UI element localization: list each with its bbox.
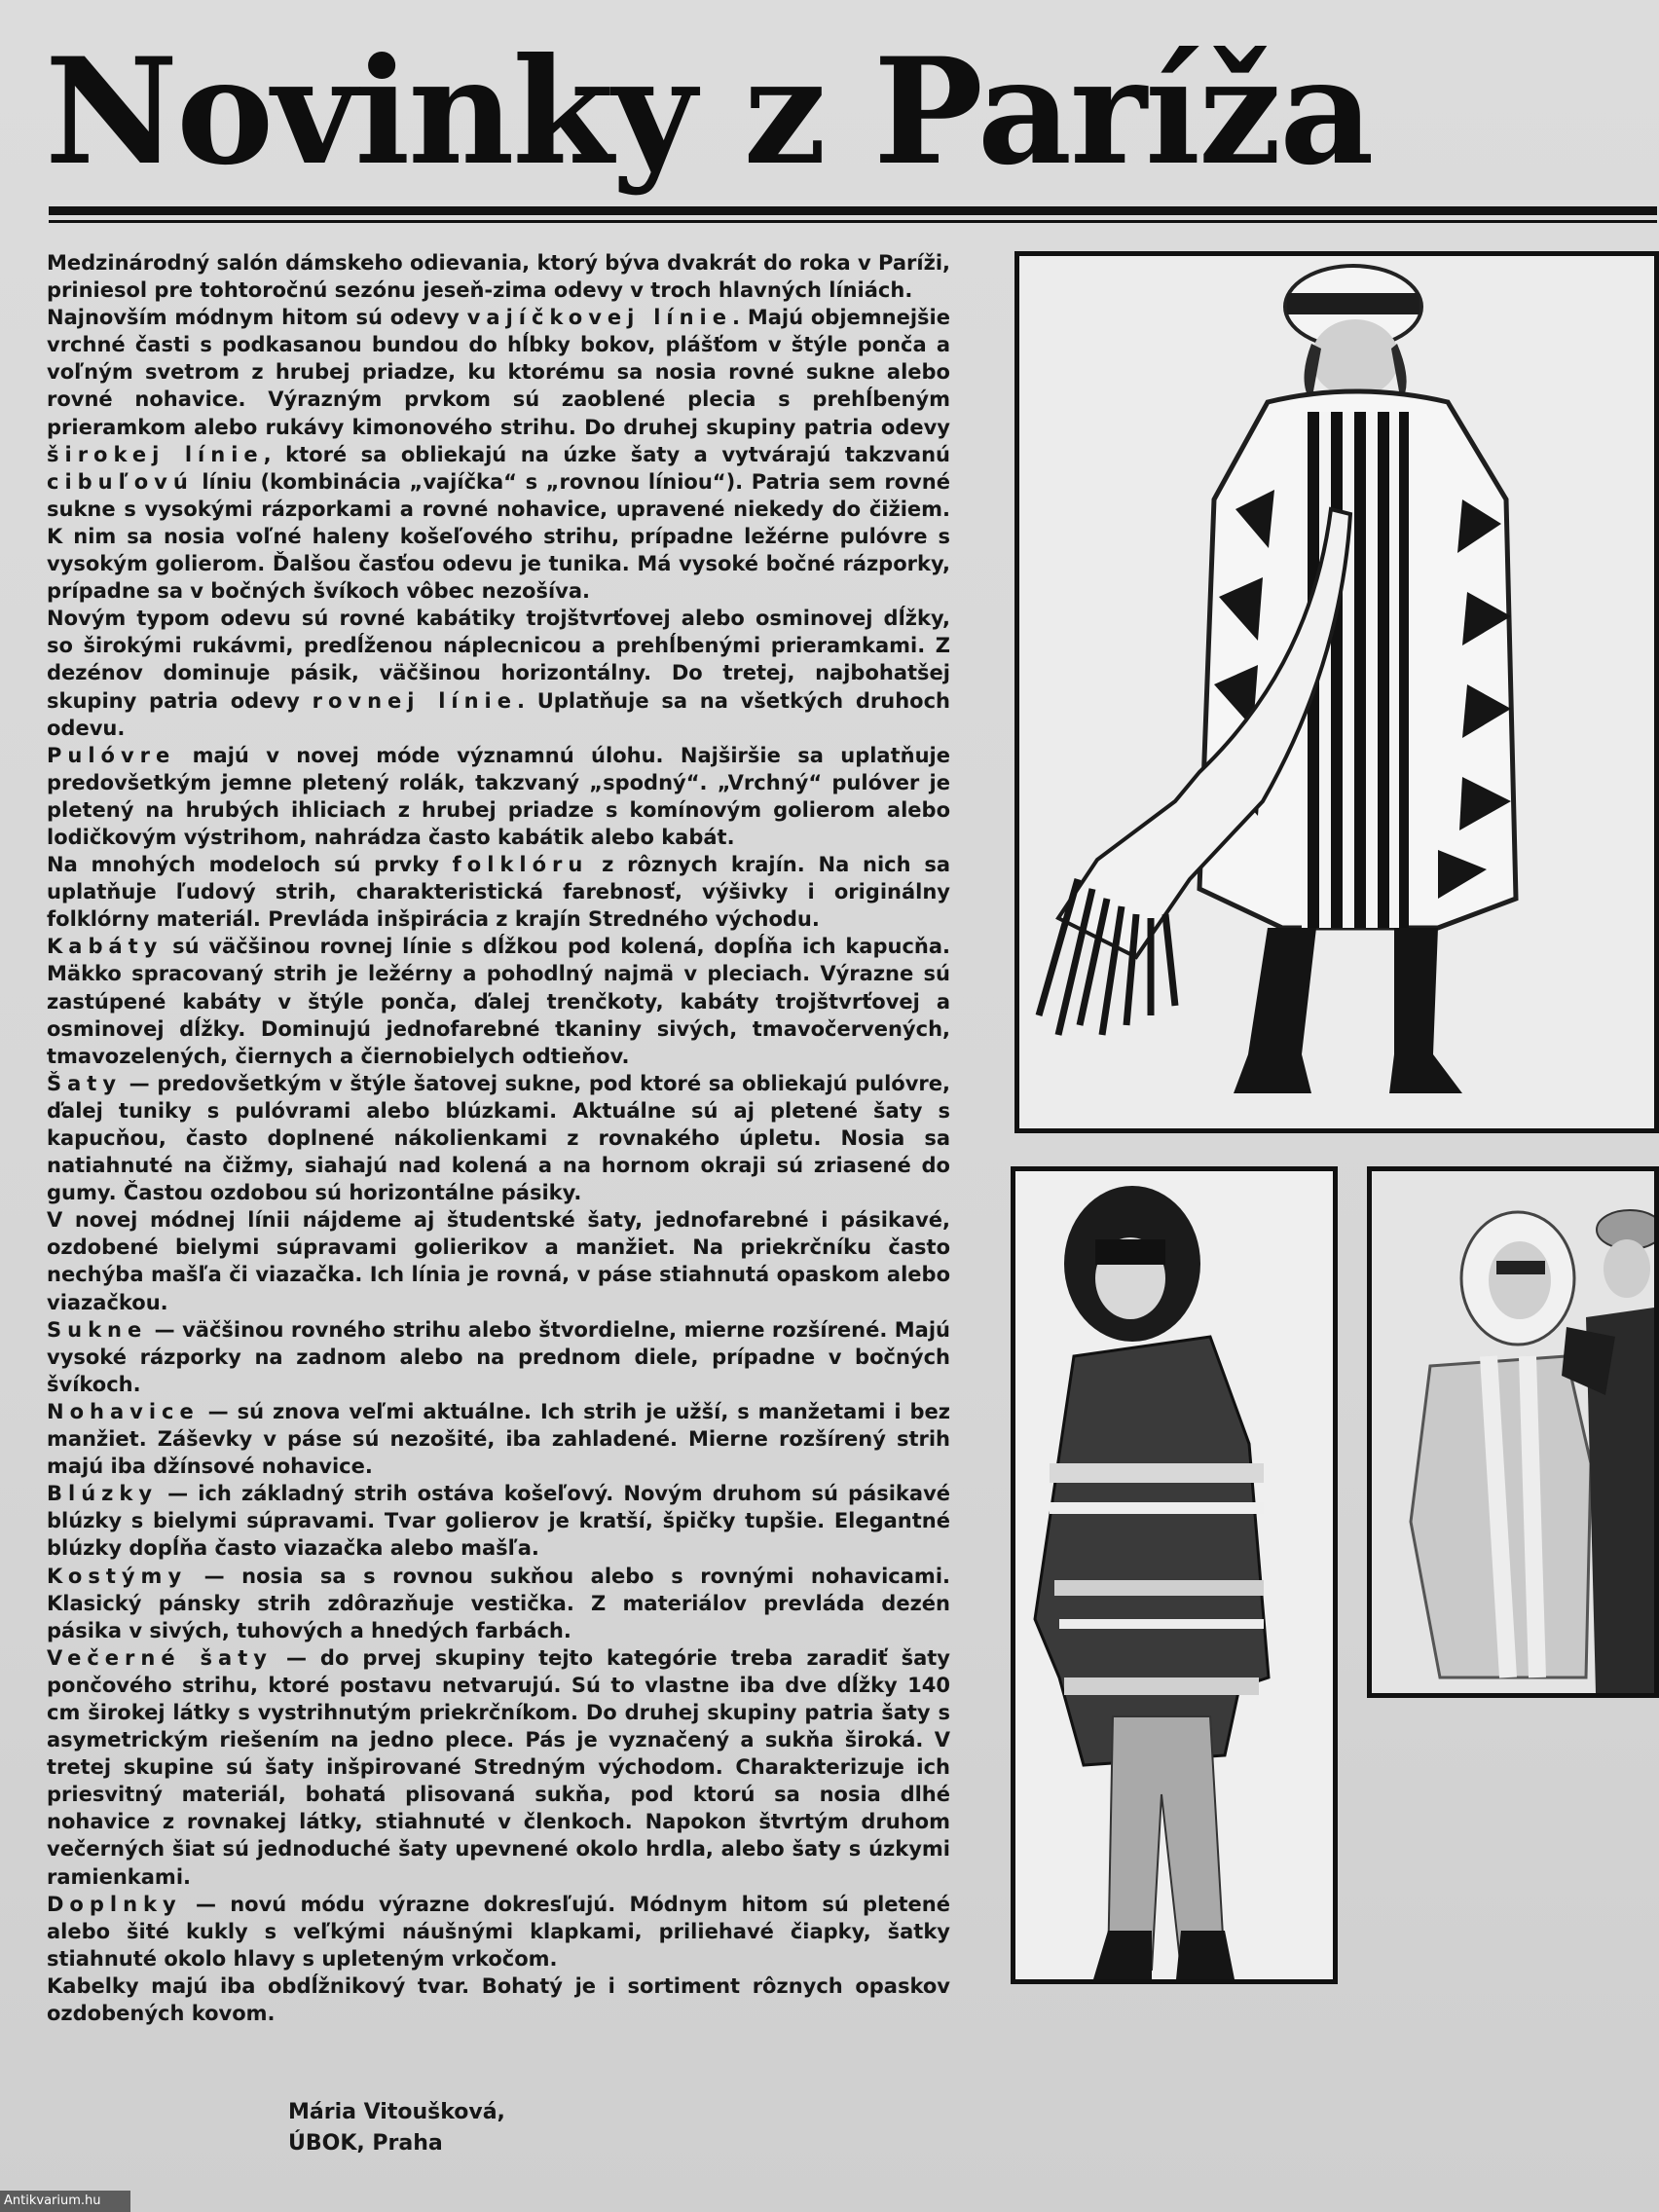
paragraph-text: líniu (kombinácia „vajíčka“ s „rovnou líniou“). Patria sem rovné sukne s vysokými rázporkami a rovné nohavice, upravené niekedy do čižiem. K nim sa nosia voľné haleny košeľového strihu, prípadne ležérne pulóvre s vysokým golierom. Ďalšou časťou odevu je tunika. Má vysoké bočné rázporky, prípadne sa v bočných švíkoch vôbec nezošíva.	[47, 469, 950, 604]
paragraph-text: , ktoré sa obliekajú na úzke šaty a vytvárajú takzvanú	[263, 442, 950, 466]
paragraph-text: z rôznych krajín. Na nich sa uplatňuje ľudový strih, charakteristická farebnosť, výšivky i originálny folklórny materiál. Prevláda inšpirácia z krajín Stredného východu.	[47, 853, 950, 932]
paragraph-text: — do prvej skupiny tejto kategórie treba zaradiť šaty pončového strihu, ktoré postavu netvarujú. Sú to vlastne iba dve dĺžky 140 cm širokej látky s vystrihnutým priekrčníkom. Do druhej skupiny patria šaty s asymetrickým riešením na jedno plece. Pás je vyznačený a sukňa široká. V tretej skupine sú šaty inšpirované Stredným východom. Charakterizuje ich priesvitný materiál, bohatá plisovaná sukňa, pod ktorú sa nosia dlhé nohavice z rovnakej látky, stiahnuté v členkoch. Napokon štvrtým druhom večerných šiat sú jednoduché šaty upevnené okolo hrdla, alebo šaty s úzkymi ramienkami.	[47, 1645, 951, 1889]
spaced-keyword: cibuľovú	[47, 469, 194, 494]
byline	[288, 2097, 505, 2159]
paragraph-text: — nosia sa s rovnou sukňou alebo s rovnými nohavicami. Klasický pánsky strih zdôrazňuje vestička. Z materiálov prevláda dezén pásika v sivých, tuhových a hnedých farbách.	[47, 1564, 950, 1642]
byline-author: Mária Vitoušková,	[288, 2100, 505, 2124]
article-paragraph	[47, 1644, 950, 1891]
spaced-keyword: Kabáty	[47, 935, 164, 959]
article-body	[47, 249, 950, 2027]
paragraph-text: Na mnohých modeloch sú prvky	[47, 853, 453, 877]
paragraph-text: sú väčšinou rovnej línie s dĺžkou pod kolená, dopĺňa ich kapucňa. Mäkko spracovaný strih je ležérny a pohodlný najmä v pleciach. Výrazne sú zastúpené kabáty v štýle ponča, ďalej trenčkoty, kabáty trojštvrťovej a osminovej dĺžky. Dominujú jednofarebné tkaniny sivých, tmavočervených, tmavozelených, čiernych a čiernobielych odtieňov.	[47, 935, 950, 1068]
antikvarium-watermark: Antikvarium.hu	[0, 2191, 130, 2212]
paragraph-text: Najnovším módnym hitom sú odevy	[47, 306, 467, 330]
paragraph-text: — novú módu výrazne dokresľujú. Módnym hitom sú pletené alebo šité kukly s veľkými náušnými klapkami, priliehavé čiapky, šatky stiahnuté okolo hlavy s upleteným vrkočom.	[47, 1892, 950, 1971]
photo-hooded-poncho-image	[1015, 1171, 1333, 1979]
article-paragraph	[47, 1972, 950, 2027]
paragraph-text: . Uplatňuje sa na všetkých druhoch odevu.	[47, 688, 951, 740]
article-paragraph	[47, 851, 950, 933]
article-paragraph	[47, 1206, 950, 1315]
photo-knit-coat-image	[1019, 256, 1654, 1128]
article-paragraph	[47, 1891, 950, 1972]
article-paragraph	[47, 1480, 950, 1562]
page-title: Novinky z Paríža	[45, 26, 1373, 198]
title-rule-thick	[49, 206, 1657, 215]
article-paragraph	[47, 605, 950, 741]
paragraph-text: V novej módnej línii nájdeme aj študentské šaty, jednofarebné i pásikavé, ozdobené bielymi súpravami golierikov a manžiet. Na priekrčníku často nechýba mašľa či viazačka. Ich línia je rovná, v páse stiahnutá opaskom alebo viazačkou.	[47, 1208, 950, 1314]
title-rule-thin	[49, 220, 1657, 223]
spaced-keyword: vajíčkovej línie	[466, 306, 732, 330]
photo-two-knit-models	[1367, 1166, 1659, 1698]
spaced-keyword: rovnej línie	[312, 688, 517, 713]
article-paragraph	[47, 304, 950, 605]
article-paragraph	[47, 1316, 950, 1398]
spaced-keyword: Večerné šaty	[47, 1645, 273, 1670]
photo-knit-coat-model	[1014, 251, 1659, 1133]
article-paragraph	[47, 1563, 950, 1644]
paragraph-text: — ich základný strih ostáva košeľový. Novým druhom sú pásikavé blúzky s bielymi súpravami. Tvar golierov je kratší, špičky tupšie. Elegantné blúzky dopĺňa často viazačka alebo mašľa.	[47, 1482, 950, 1561]
paragraph-text: Novým typom odevu sú rovné kabátiky trojštvrťovej alebo osminovej dĺžky, so širokými rukávmi, predĺženou náplecnicou a prehĺbenými prieramkami. Z dezénov dominuje pásik, väčšinou horizontálny. Do tretej, najbohatšej skupiny patria odevy	[47, 607, 950, 713]
spaced-keyword: širokej línie	[47, 442, 264, 466]
paragraph-text: Kabelky majú iba obdĺžnikový tvar. Bohatý je i sortiment rôznych opaskov ozdobených kovom.	[47, 1973, 950, 2025]
article-paragraph	[47, 742, 950, 851]
photo-two-knit-image	[1372, 1171, 1654, 1693]
photo-hooded-poncho-model	[1011, 1166, 1338, 1984]
article-paragraph	[47, 1398, 950, 1480]
byline-organization: ÚBOK, Praha	[288, 2131, 443, 2156]
paragraph-text: majú v novej móde významnú úlohu. Najširšie sa uplatňuje predovšetkým jemne pletený rolák, takzvaný „spodný“. „Vrchný“ pulóver je pletený na hrubých ihliciach z hrubej priadze s komínovým golierom alebo lodičkovým výstrihom, nahrádza často kabátik alebo kabát.	[47, 743, 950, 849]
paragraph-text: — väčšinou rovného strihu alebo štvordielne, mierne rozšírené. Majú vysoké rázporky na zadnom alebo na prednom diele, prípadne v bočných švíkoch.	[47, 1317, 950, 1396]
knit-coat-illustration	[1019, 256, 1654, 1128]
spaced-keyword: folklóru	[452, 853, 589, 877]
article-paragraph	[47, 249, 950, 304]
two-knit-models-illustration	[1372, 1171, 1654, 1693]
spaced-keyword: Blúzky	[47, 1482, 159, 1506]
spaced-keyword: Sukne	[47, 1317, 148, 1342]
hooded-poncho-illustration	[1015, 1171, 1333, 1979]
spaced-keyword: Šaty	[47, 1071, 123, 1095]
article-paragraph	[47, 1070, 950, 1206]
spaced-keyword: Pulóvre	[47, 743, 176, 767]
spaced-keyword: Kostýmy	[47, 1564, 188, 1588]
paragraph-text: . Majú objemnejšie vrchné časti s podkasanou bundou do hĺbky bokov, plášťom v štýle ponča a voľným svetrom z hrubej priadze, ku ktorému sa nosia rovné sukne alebo rovné nohavice. Výrazným prvkom sú zaoblené plecia s prehĺbeným prieramkom alebo rukávy kimonového strihu. Do druhej skupiny patria odevy	[47, 306, 950, 439]
article-paragraph	[47, 933, 950, 1069]
spaced-keyword: Nohavice	[47, 1399, 200, 1423]
spaced-keyword: Doplnky	[47, 1892, 182, 1916]
paragraph-text: — sú znova veľmi aktuálne. Ich strih je užší, s manžetami i bez manžiet. Záševky v páse sú nezošité, iba zahladené. Mierne rozšírený strih majú iba džínsové nohavice.	[47, 1399, 950, 1479]
paragraph-text: Medzinárodný salón dámskeho odievania, ktorý býva dvakrát do roka v Paríži, priniesol pre tohtoročnú sezónu jeseň-zima odevy v troch hlavných líniách.	[47, 251, 950, 303]
paragraph-text: — predovšetkým v štýle šatovej sukne, pod ktoré sa obliekajú pulóvre, ďalej tuniky s pulóvrami alebo blúzkami. Aktuálne sú aj pletené šaty s kapucňou, často doplnené nákolienkami z rovnakého úpletu. Nosia sa natiahnuté na čižmy, siahajú nad kolená a na hornom okraji sú zriasené do gumy. Častou ozdobou sú horizontálne pásiky.	[47, 1071, 950, 1205]
